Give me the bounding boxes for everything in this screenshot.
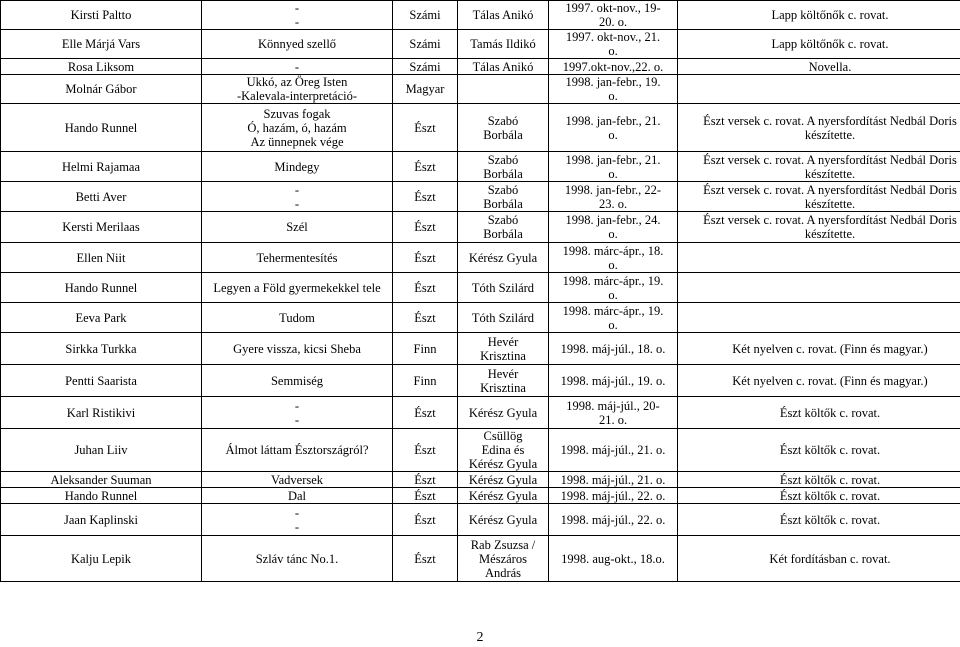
table-row	[1, 333, 960, 365]
table-row	[1, 536, 960, 582]
language-cell: Észt	[393, 429, 458, 472]
table-row	[1, 30, 960, 59]
date-cell: 1998. jan-febr., 24. o.	[549, 212, 678, 243]
table-row	[1, 182, 960, 212]
note-cell: Észt versek c. rovat. A nyersfordítást Nedbál Doris készítette.	[678, 212, 960, 243]
date-cell: 1997.okt-nov.,22. o.	[549, 59, 678, 75]
author-cell: Juhan Liiv	[1, 429, 202, 472]
author-cell: Helmi Rajamaa	[1, 152, 202, 182]
date-cell: 1998. jan-febr., 21. o.	[549, 152, 678, 182]
title-cell: Álmot láttam Észtországról?	[202, 429, 393, 472]
table-row	[1, 365, 960, 397]
title-cell: Szél	[202, 212, 393, 243]
language-cell: Észt	[393, 182, 458, 212]
translator-cell: Szabó Borbála	[458, 182, 549, 212]
author-cell: Kersti Merilaas	[1, 212, 202, 243]
translator-cell: Kérész Gyula	[458, 397, 549, 429]
language-cell: Észt	[393, 243, 458, 273]
author-cell: Pentti Saarista	[1, 365, 202, 397]
language-cell: Észt	[393, 488, 458, 504]
author-cell: Aleksander Suuman	[1, 472, 202, 488]
author-cell: Kalju Lepik	[1, 536, 202, 582]
table-body	[1, 1, 960, 582]
title-cell: Könnyed szellő	[202, 30, 393, 59]
note-cell: Észt versek c. rovat. A nyersfordítást Nedbál Doris készítette.	[678, 152, 960, 182]
title-cell: Tudom	[202, 303, 393, 333]
date-cell: 1998. máj-júl., 19. o.	[549, 365, 678, 397]
language-cell: Észt	[393, 104, 458, 152]
title-cell: - -	[202, 397, 393, 429]
table-row	[1, 59, 960, 75]
title-cell: Legyen a Föld gyermekekkel tele	[202, 273, 393, 303]
note-cell: Két nyelven c. rovat. (Finn és magyar.)	[678, 333, 960, 365]
translator-cell: Rab Zsuzsa / Mészáros András	[458, 536, 549, 582]
author-cell: Elle Márjá Vars	[1, 30, 202, 59]
title-cell: Szláv tánc No.1.	[202, 536, 393, 582]
author-cell: Hando Runnel	[1, 488, 202, 504]
translator-cell: Szabó Borbála	[458, 212, 549, 243]
language-cell: Észt	[393, 536, 458, 582]
note-cell: Észt versek c. rovat. A nyersfordítást Nedbál Doris készítette.	[678, 104, 960, 152]
title-cell: - -	[202, 182, 393, 212]
title-cell: Dal	[202, 488, 393, 504]
table-row	[1, 104, 960, 152]
translator-cell: Kérész Gyula	[458, 472, 549, 488]
language-cell: Észt	[393, 504, 458, 536]
translator-cell: Szabó Borbála	[458, 152, 549, 182]
table-row	[1, 397, 960, 429]
translator-cell: Tóth Szilárd	[458, 303, 549, 333]
table-row	[1, 1, 960, 30]
note-cell: Észt költők c. rovat.	[678, 472, 960, 488]
title-cell: Mindegy	[202, 152, 393, 182]
title-cell: - -	[202, 504, 393, 536]
translator-cell	[458, 75, 549, 104]
note-cell: Novella.	[678, 59, 960, 75]
title-cell: Semmiség	[202, 365, 393, 397]
language-cell: Észt	[393, 273, 458, 303]
translator-cell: Kérész Gyula	[458, 488, 549, 504]
date-cell: 1998. máj-júl., 22. o.	[549, 504, 678, 536]
translator-cell: Kérész Gyula	[458, 504, 549, 536]
date-cell: 1998. máj-júl., 21. o.	[549, 429, 678, 472]
author-cell: Kirsti Paltto	[1, 1, 202, 30]
table-row	[1, 472, 960, 488]
date-cell: 1998. márc-ápr., 18. o.	[549, 243, 678, 273]
date-cell: 1998. jan-febr., 22- 23. o.	[549, 182, 678, 212]
date-cell: 1998. jan-febr., 19. o.	[549, 75, 678, 104]
note-cell: Két fordításban c. rovat.	[678, 536, 960, 582]
note-cell: Észt költők c. rovat.	[678, 504, 960, 536]
date-cell: 1998. márc-ápr., 19. o.	[549, 303, 678, 333]
translator-cell: Tamás Ildikó	[458, 30, 549, 59]
note-cell	[678, 273, 960, 303]
title-cell: Szuvas fogak Ó, hazám, ó, hazám Az ünnepnek vége	[202, 104, 393, 152]
language-cell: Számi	[393, 1, 458, 30]
note-cell: Lapp költőnők c. rovat.	[678, 1, 960, 30]
title-cell: Vadversek	[202, 472, 393, 488]
author-cell: Jaan Kaplinski	[1, 504, 202, 536]
page-number: 2	[476, 630, 484, 645]
note-cell: Észt költők c. rovat.	[678, 397, 960, 429]
language-cell: Észt	[393, 152, 458, 182]
language-cell: Számi	[393, 59, 458, 75]
author-cell: Ellen Niit	[1, 243, 202, 273]
note-cell	[678, 243, 960, 273]
author-cell: Sirkka Turkka	[1, 333, 202, 365]
translator-cell: Csüllög Edina és Kérész Gyula	[458, 429, 549, 472]
language-cell: Észt	[393, 212, 458, 243]
author-cell: Betti Aver	[1, 182, 202, 212]
note-cell: Észt versek c. rovat. A nyersfordítást Nedbál Doris készítette.	[678, 182, 960, 212]
language-cell: Finn	[393, 365, 458, 397]
table-row	[1, 488, 960, 504]
language-cell: Észt	[393, 397, 458, 429]
date-cell: 1998. máj-júl., 22. o.	[549, 488, 678, 504]
note-cell	[678, 303, 960, 333]
author-cell: Rosa Liksom	[1, 59, 202, 75]
translator-cell: Hevér Krisztina	[458, 365, 549, 397]
table-row	[1, 75, 960, 104]
date-cell: 1997. okt-nov., 19- 20. o.	[549, 1, 678, 30]
title-cell: Tehermentesítés	[202, 243, 393, 273]
date-cell: 1998. máj-júl., 21. o.	[549, 472, 678, 488]
date-cell: 1998. márc-ápr., 19. o.	[549, 273, 678, 303]
table-row	[1, 303, 960, 333]
translator-cell: Szabó Borbála	[458, 104, 549, 152]
note-cell: Észt költők c. rovat.	[678, 488, 960, 504]
title-cell: Gyere vissza, kicsi Sheba	[202, 333, 393, 365]
table-row	[1, 152, 960, 182]
note-cell: Lapp költőnők c. rovat.	[678, 30, 960, 59]
translator-cell: Tálas Anikó	[458, 1, 549, 30]
language-cell: Észt	[393, 472, 458, 488]
language-cell: Észt	[393, 303, 458, 333]
author-cell: Karl Ristikivi	[1, 397, 202, 429]
table-row	[1, 243, 960, 273]
title-cell: Ukkó, az Öreg Isten -Kalevala-interpretáció-	[202, 75, 393, 104]
date-cell: 1997. okt-nov., 21. o.	[549, 30, 678, 59]
table-row	[1, 504, 960, 536]
note-cell: Két nyelven c. rovat. (Finn és magyar.)	[678, 365, 960, 397]
author-cell: Hando Runnel	[1, 104, 202, 152]
language-cell: Finn	[393, 333, 458, 365]
table-row	[1, 429, 960, 472]
date-cell: 1998. jan-febr., 21. o.	[549, 104, 678, 152]
title-cell: - -	[202, 1, 393, 30]
title-cell: -	[202, 59, 393, 75]
note-cell	[678, 75, 960, 104]
translator-cell: Hevér Krisztina	[458, 333, 549, 365]
translator-cell: Kérész Gyula	[458, 243, 549, 273]
date-cell: 1998. máj-júl., 20- 21. o.	[549, 397, 678, 429]
language-cell: Számi	[393, 30, 458, 59]
language-cell: Magyar	[393, 75, 458, 104]
translator-cell: Tálas Anikó	[458, 59, 549, 75]
date-cell: 1998. máj-júl., 18. o.	[549, 333, 678, 365]
author-cell: Hando Runnel	[1, 273, 202, 303]
table-row	[1, 212, 960, 243]
author-cell: Molnár Gábor	[1, 75, 202, 104]
date-cell: 1998. aug-okt., 18.o.	[549, 536, 678, 582]
translator-cell: Tóth Szilárd	[458, 273, 549, 303]
table-row	[1, 273, 960, 303]
note-cell: Észt költők c. rovat.	[678, 429, 960, 472]
author-cell: Eeva Park	[1, 303, 202, 333]
